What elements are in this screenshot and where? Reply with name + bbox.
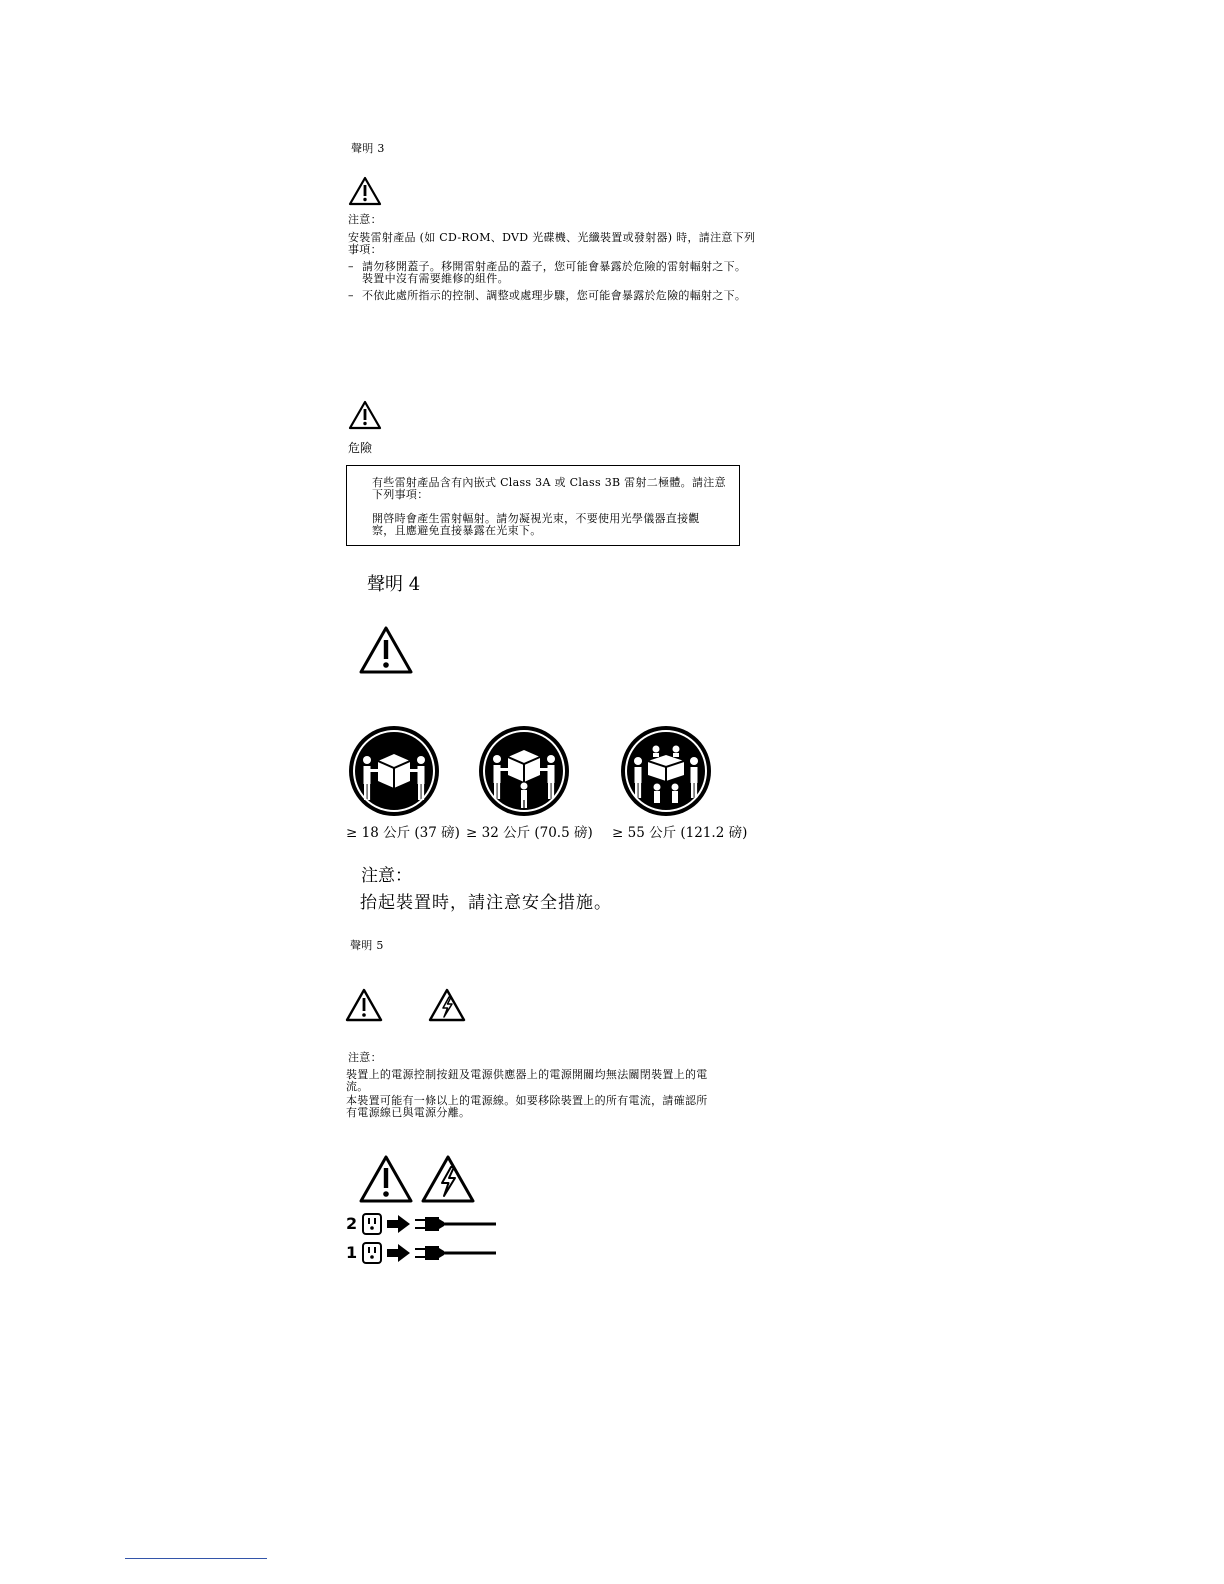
electrical-hazard-icon: [420, 1154, 476, 1204]
bullet-dash: –: [348, 260, 354, 273]
power-cord-row-1: [346, 1241, 496, 1265]
danger-box-line4: 察，且應避免直接暴露在光束下。: [372, 524, 542, 537]
danger-triangle-icon: [348, 400, 382, 430]
danger-label: 危險: [348, 441, 373, 455]
weight-label-55kg: ≥ 55 公斤 (121.2 磅): [612, 825, 748, 841]
caution-triangle-icon: [348, 176, 382, 206]
bullet-dash: –: [348, 289, 354, 302]
statement3-bullet2-line1: 不依此處所指示的控制、調整或處理步驟，您可能會暴露於危險的輻射之下。: [362, 289, 747, 302]
statement5-line3: 本裝置可能有一條以上的電源線。如要移除裝置上的所有電流，請確認所: [346, 1094, 708, 1107]
unplug-cord-icon: [362, 1212, 496, 1236]
statement5-line4: 有電源線已與電源分離。: [346, 1106, 471, 1119]
electrical-hazard-icon: [428, 988, 466, 1022]
cord-number: 2: [346, 1214, 358, 1233]
statement5-line2: 流。: [346, 1080, 369, 1093]
statement3-bullet1-line1: 請勿移開蓋子。移開雷射產品的蓋子，您可能會暴露於危險的雷射輻射之下。: [362, 260, 747, 273]
statement4-heading: 聲明 4: [367, 574, 421, 595]
weight-label-32kg: ≥ 32 公斤 (70.5 磅): [466, 825, 593, 841]
statement4-caution-label: 注意：: [361, 866, 412, 886]
power-cord-row-2: [346, 1212, 496, 1236]
danger-box-line3: 開啓時會產生雷射輻射。請勿凝視光束，不要使用光學儀器直接觀: [372, 512, 700, 525]
caution-triangle-icon: [358, 625, 414, 675]
statement4-caution-text: 抬起裝置時，請注意安全措施。: [360, 893, 612, 913]
caution-triangle-icon: [358, 1154, 414, 1204]
statement3-caution-label: 注意：: [348, 213, 382, 226]
two-person-lift-icon: [348, 725, 440, 817]
footer-rule: [125, 1558, 267, 1559]
statement3-bullet1-line2: 裝置中沒有需要維修的組件。: [362, 272, 509, 285]
danger-box: [346, 465, 740, 546]
caution-triangle-icon: [345, 988, 383, 1022]
weight-label-18kg: ≥ 18 公斤 (37 磅): [346, 825, 460, 841]
statement5-line1: 裝置上的電源控制按鈕及電源供應器上的電源開關均無法關閉裝置上的電: [346, 1068, 708, 1081]
cord-number: 1: [346, 1243, 358, 1262]
danger-box-line2: 下列事項：: [372, 488, 429, 501]
statement5-heading: 聲明 5: [350, 939, 384, 952]
unplug-cord-icon: [362, 1241, 496, 1265]
statement5-caution-label: 注意：: [348, 1051, 382, 1064]
danger-box-line1: 有些雷射產品含有內嵌式 Class 3A 或 Class 3B 雷射二極體。請注意: [372, 476, 726, 489]
four-person-lift-icon: [620, 725, 712, 817]
statement3-heading: 聲明 3: [351, 142, 385, 155]
statement3-intro-line2: 事項：: [348, 243, 382, 256]
statement3-intro-line1: 安裝雷射產品 (如 CD-ROM、DVD 光碟機、光纖裝置或發射器) 時，請注意下列: [348, 231, 756, 244]
three-person-lift-icon: [478, 725, 570, 817]
